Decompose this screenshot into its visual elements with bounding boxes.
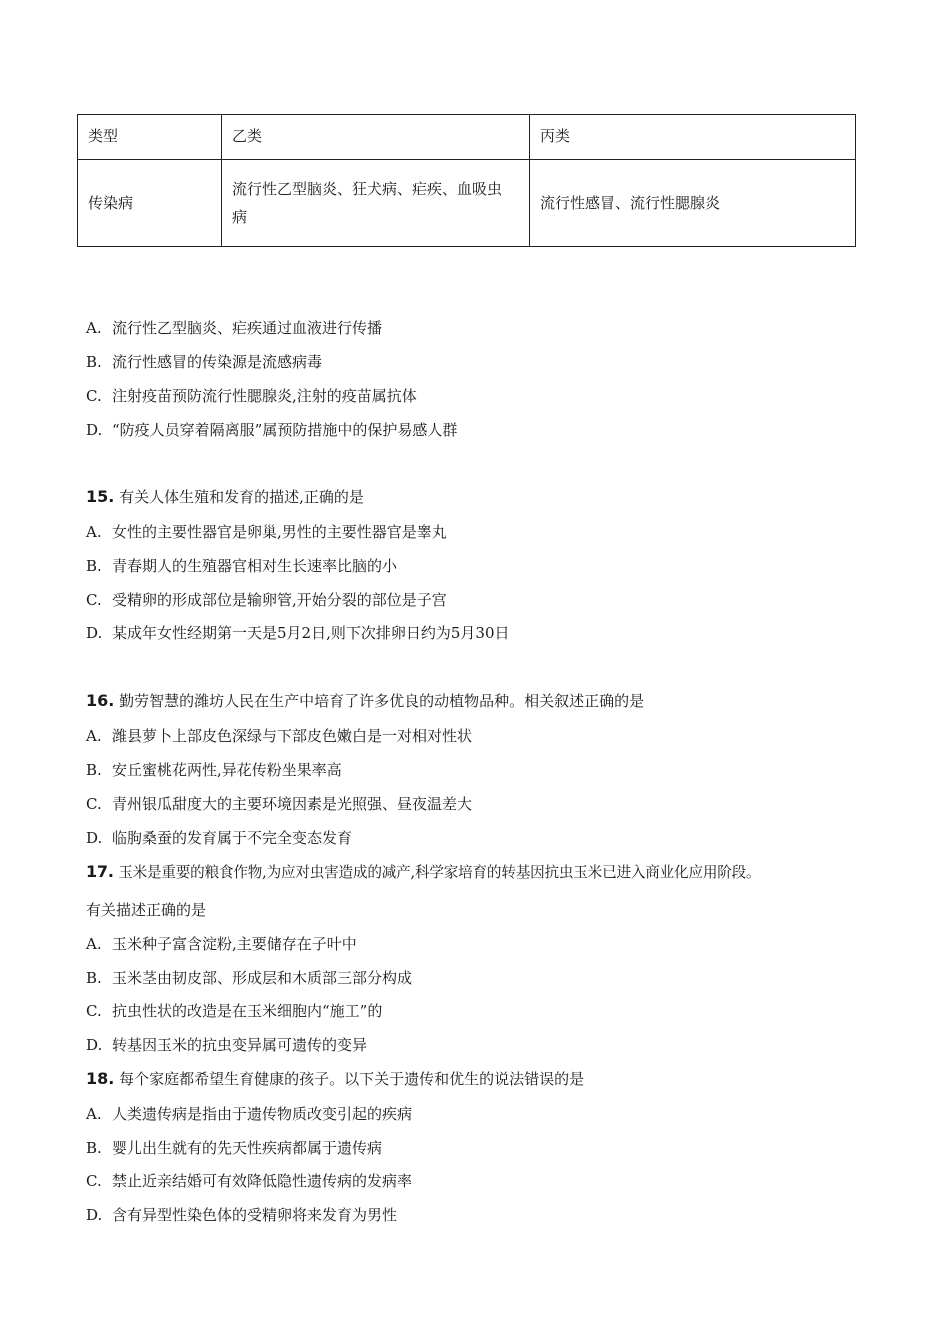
q17-stem-line1 <box>86 862 760 883</box>
table-row <box>78 160 856 247</box>
question-number: 18. <box>86 1069 115 1088</box>
q16-option-d <box>86 828 352 848</box>
q18-option-d <box>86 1205 397 1225</box>
option-text: 禁止近亲结婚可有效降低隐性遗传病的发病率 <box>112 1172 413 1190</box>
q17-stem-line2: 有关描述正确的是 <box>86 901 207 919</box>
table-cell: 流行性感冒、流行性腮腺炎 <box>530 160 856 247</box>
q15-option-c <box>86 590 447 610</box>
q17-option-b <box>86 968 412 988</box>
option-text: 青州银瓜甜度大的主要环境因素是光照强、昼夜温差大 <box>112 795 473 813</box>
question-number: 16. <box>86 691 115 710</box>
table-cell-line: 流行性乙型脑炎、狂犬病、疟疾、血吸虫 <box>232 180 503 198</box>
table-cell-line: 病 <box>232 208 248 226</box>
q15-option-a <box>86 522 447 542</box>
table-cell <box>222 160 530 247</box>
option-text: 青春期人的生殖器官相对生长速率比脑的小 <box>112 557 398 575</box>
option-text: 含有异型性染色体的受精卵将来发育为男性 <box>112 1206 398 1224</box>
option-label: C. <box>86 387 102 405</box>
option-text: 潍县萝卜上部皮色深绿与下部皮色嫩白是一对相对性状 <box>112 727 473 745</box>
option-text: 注射疫苗预防流行性腮腺炎,注射的疫苗属抗体 <box>112 387 417 405</box>
option-text: 玉米种子富含淀粉,主要储存在子叶中 <box>112 935 357 953</box>
q14-option-c <box>86 386 417 406</box>
q17-option-d <box>86 1035 367 1055</box>
option-label: B. <box>86 1139 102 1157</box>
table-header-row <box>78 115 856 160</box>
table-cell: 传染病 <box>78 160 222 247</box>
option-label: D. <box>86 421 103 439</box>
q16-option-c <box>86 794 472 814</box>
option-text: 流行性乙型脑炎、疟疾通过血液进行传播 <box>112 319 383 337</box>
option-text: 流行性感冒的传染源是流感病毒 <box>112 353 323 371</box>
option-label: B. <box>86 969 102 987</box>
option-text: 临朐桑蚕的发育属于不完全变态发育 <box>112 829 353 847</box>
option-text: 抗虫性状的改造是在玉米细胞内“施工”的 <box>112 1002 383 1020</box>
q15-option-d <box>86 623 510 643</box>
q18-option-a <box>86 1104 412 1124</box>
option-label: A. <box>86 1105 102 1123</box>
q16-stem <box>86 691 644 711</box>
option-text: 转基因玉米的抗虫变异属可遗传的变异 <box>112 1036 368 1054</box>
q14-option-d <box>86 420 457 440</box>
option-text: 人类遗传病是指由于遗传物质改变引起的疾病 <box>112 1105 413 1123</box>
option-label: B. <box>86 761 102 779</box>
table-cell: 类型 <box>78 115 222 160</box>
question-text: 玉米是重要的粮食作物,为应对虫害造成的减产,科学家培育的转基因抗虫玉米已进入商业化应用阶段。 <box>118 864 761 881</box>
option-label: D. <box>86 1206 103 1224</box>
option-text: 婴儿出生就有的先天性疾病都属于遗传病 <box>112 1139 383 1157</box>
option-text: 受精卵的形成部位是输卵管,开始分裂的部位是子宫 <box>112 591 447 609</box>
q14-option-a <box>86 318 382 338</box>
option-label: A. <box>86 523 102 541</box>
option-text: 女性的主要性器官是卵巢,男性的主要性器官是睾丸 <box>112 523 447 541</box>
option-text: 玉米茎由韧皮部、形成层和木质部三部分构成 <box>112 969 413 987</box>
option-label: D. <box>86 624 103 642</box>
q18-stem <box>86 1069 584 1089</box>
q14-option-b <box>86 352 322 372</box>
option-text: 某成年女性经期第一天是5月2日,则下次排卵日约为5月30日 <box>112 624 510 642</box>
disease-classification-table <box>77 114 856 247</box>
option-label: B. <box>86 353 102 371</box>
question-text: 勤劳智慧的潍坊人民在生产中培育了许多优良的动植物品种。相关叙述正确的是 <box>119 692 645 710</box>
option-text: “防疫人员穿着隔离服”属预防措施中的保护易感人群 <box>112 421 458 439</box>
q16-option-a <box>86 726 472 746</box>
option-label: C. <box>86 795 102 813</box>
option-label: A. <box>86 319 102 337</box>
option-label: D. <box>86 1036 103 1054</box>
table-cell: 乙类 <box>222 115 530 160</box>
option-label: B. <box>86 557 102 575</box>
option-text: 安丘蜜桃花两性,异花传粉坐果率高 <box>112 761 342 779</box>
question-text: 每个家庭都希望生育健康的孩子。以下关于遗传和优生的说法错误的是 <box>119 1070 585 1088</box>
question-text: 有关人体生殖和发育的描述,正确的是 <box>119 488 364 506</box>
option-label: C. <box>86 1002 102 1020</box>
q16-option-b <box>86 760 342 780</box>
q17-option-c <box>86 1001 382 1021</box>
option-label: A. <box>86 935 102 953</box>
option-label: D. <box>86 829 103 847</box>
q18-option-c <box>86 1171 412 1191</box>
question-number: 17. <box>86 862 114 881</box>
q15-stem <box>86 487 364 507</box>
q15-option-b <box>86 556 397 576</box>
table-cell: 丙类 <box>530 115 856 160</box>
option-label: C. <box>86 1172 102 1190</box>
q17-option-a <box>86 934 357 954</box>
q18-option-b <box>86 1138 382 1158</box>
option-label: C. <box>86 591 102 609</box>
question-number: 15. <box>86 487 115 506</box>
option-label: A. <box>86 727 102 745</box>
